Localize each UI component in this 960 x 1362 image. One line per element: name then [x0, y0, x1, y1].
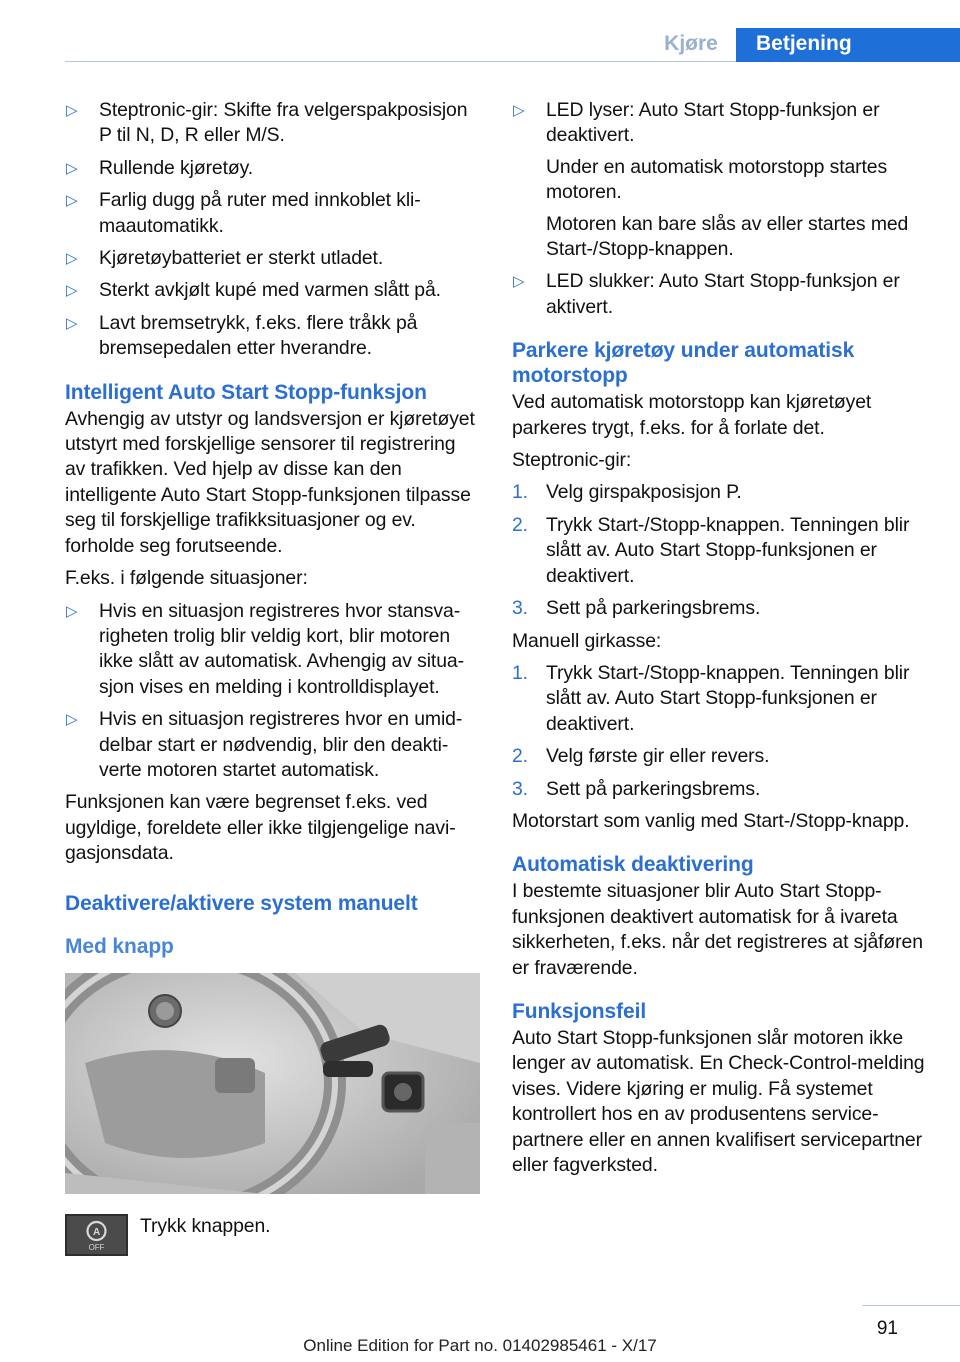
step-text: Velg girspakposisjon P. [546, 481, 742, 504]
steering-wheel-illustration [65, 973, 480, 1194]
step-number: 1. [512, 481, 528, 504]
step-number: 2. [512, 513, 528, 536]
steptronic-steps [512, 480, 932, 621]
list-item: ▷ Hvis en situasjon registreres hvor en umiddelbar start er nødvendig, blir den deaktiverte motoren startet automatisk. [65, 707, 480, 783]
paragraph: Auto Start Stopp-funksjonen slår motoren ikke lenger av automatisk. En Check-Control-melding vises. Videre kjøring er mulig. Få systemet kontrollert hos en av produsentens servicepartnere eller en annen kvalifisert servicepartner eller fagverksted. [512, 1026, 925, 1176]
list-item: ▷ Lavt bremsetrykk, f.eks. flere tråkk på bremsepedalen etter hverandre. [65, 311, 480, 362]
list-item: ▷ Farlig dugg på ruter med innkoblet klimaautomatikk. [65, 188, 480, 239]
list-item: ▷ Kjøretøybatteriet er sterkt utladet. [65, 246, 480, 271]
step-text: Trykk Start-/Stopp-knappen. Tenningen blir slått av. Auto Start Stopp-funksjonen er deaktivert. [546, 513, 910, 587]
paragraph: Motorstart som vanlig med Start-/Stopp-knapp. [512, 809, 910, 832]
step-text: Trykk Start-/Stopp-knappen. Tenningen blir slått av. Auto Start Stopp-funksjonen er deaktivert. [546, 661, 910, 735]
svg-text:A: A [92, 1226, 101, 1238]
svg-text:OFF: OFF [88, 1242, 105, 1252]
button-instruction [65, 1214, 480, 1256]
step-number: 2. [512, 745, 528, 768]
list-item [512, 513, 932, 589]
list-item [512, 480, 932, 505]
section-heading-fault: Funksjonsfeil [512, 999, 647, 1023]
auto-start-stop-off-icon[interactable] [65, 1214, 128, 1256]
edition-footer: Online Edition for Part no. 01402985461 - X/17 [303, 1336, 657, 1355]
list-item [512, 98, 932, 262]
led-on-sub-2: Motoren kan bare slås av eller startes med Start-/Stopp-knappen. [546, 212, 909, 261]
paragraph: Manuell girkasse: [512, 629, 662, 652]
led-on-text: LED lyser: Auto Start Stopp-funksjon er deaktivert. [546, 99, 880, 147]
list-item: ▷ Sterkt avkjølt kupé med varmen slått på. [65, 278, 480, 303]
right-column [512, 98, 932, 1185]
section-heading-intelligent: Intelligent Auto Start Stopp-funksjon [65, 380, 427, 404]
section-heading-park: Parkere kjøretøy under automatisk motorstopp [512, 339, 855, 388]
subheading-button: Med knapp [65, 934, 174, 958]
steering-wheel-photo [65, 973, 480, 1194]
condition-list [65, 98, 480, 362]
list-item: ▷ Steptronic-gir: Skifte fra velgerspakposisjon P til N, D, R eller M/S. [65, 98, 480, 149]
step-text: Velg første gir eller revers. [546, 745, 770, 768]
footer-rule [862, 1305, 960, 1306]
paragraph: F.eks. i følgende situasjoner: [65, 567, 308, 590]
list-item [512, 777, 932, 802]
step-number: 3. [512, 777, 528, 800]
step-number: 3. [512, 597, 528, 620]
manual-steps [512, 661, 932, 802]
list-item [512, 269, 932, 320]
paragraph: Ved automatisk motorstopp kan kjøretøyet parkeres trygt, f.eks. for å forlate det. [512, 391, 872, 439]
section-heading-manual: Deaktivere/aktivere system manuelt [65, 891, 418, 915]
tab-kjore[interactable]: Kjøre [664, 32, 718, 55]
paragraph: Steptronic-gir: [512, 449, 632, 472]
list-item [512, 661, 932, 737]
led-on-sub-1: Under en automatisk motorstopp startes motoren. [546, 155, 888, 204]
list-item: ▷ Rullende kjøretøy. [65, 156, 480, 181]
step-text: Sett på parkeringsbrems. [546, 597, 761, 620]
left-column [65, 98, 480, 1256]
section-heading-auto-deactivation: Automatisk deaktivering [512, 853, 754, 877]
situation-list [65, 599, 480, 784]
list-item [512, 596, 932, 621]
step-text: Sett på parkeringsbrems. [546, 777, 761, 800]
list-item [512, 744, 932, 769]
led-off-text: LED slukker: Auto Start Stopp-funksjon er aktivert. [546, 270, 900, 318]
press-button-label: Trykk knappen. [140, 1214, 271, 1237]
paragraph: Avhengig av utstyr og landsversjon er kjøretøyet utstyrt med forskjellige sensorer til registrering av trafikken. Ved hjelp av disse kan den intelligente Auto Start Stopp-funksjonen tilpasse seg til forskjellige trafikksituasjoner og ev. forholde seg forutseende. [65, 407, 475, 557]
list-item: ▷ Hvis en situasjon registreres hvor stansvarigheten trolig blir veldig kort, blir motoren ikke slått av automatisk. Avhengig av situasjon vises en melding i kontrolldisplayet. [65, 599, 480, 701]
paragraph: I bestemte situasjoner blir Auto Start Stopp-funksjonen deaktivert automatisk for å ivareta sikkerheten, f.eks. når det registreres at sjåføren er fraværende. [512, 880, 923, 979]
step-number: 1. [512, 661, 528, 684]
tab-betjening[interactable]: Betjening [736, 28, 960, 62]
led-list [512, 98, 932, 320]
paragraph: Funksjonen kan være begrenset f.eks. ved ugyldige, foreldete eller ikke tilgjengelige navigasjonsdata. [65, 791, 456, 865]
page-number: 91 [876, 1318, 898, 1339]
